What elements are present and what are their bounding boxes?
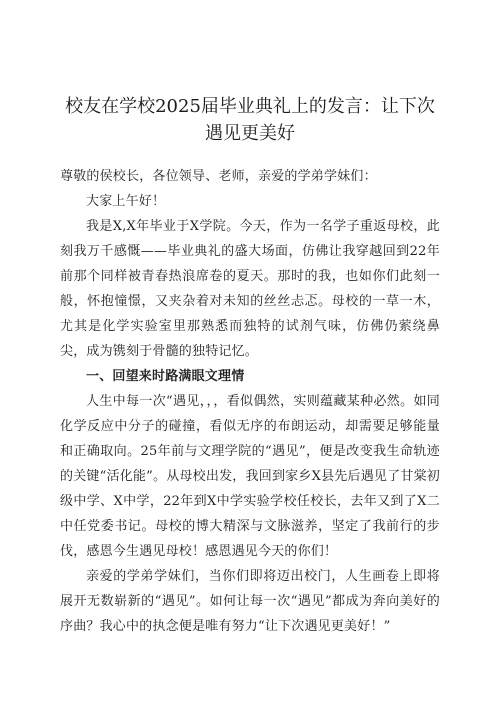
document-body	[60, 164, 440, 639]
paragraph-section-2: 亲爱的学弟学妹们，当你们即将迈出校门，人生画卷上即将展开无数崭新的“遇见”。如何让每一次“遇见”都成为奔向美好的序曲？我心中的执念便是唯有努力“让下次遇见更美好！”	[60, 569, 440, 634]
salutation: 尊敬的侯校长，各位领导、老师，亲爱的学弟学妹们：	[60, 169, 377, 184]
page-title: 校友在学校2025届毕业典礼上的发言：让下次遇见更美好	[65, 96, 435, 144]
paragraph-section-1: 人生中每一次“遇见，，，看似偶然，实则蕴藏某种必然。如同化学反应中分子的碰撞，看似无序的布朗运动，却需要足够能量和正确取向。25年前与文理学院的“遇见”，便是改变我生命轨迹的关键“活化能”。从母校出发，我回到家乡X县先后遇见了甘棠初级中学、X中学，22年到X中学实验学校任校长，去年又到了X二中任党委书记。母校的博大精深与文脉滋养，坚定了我前行的步伐，感恩今生遇见母校！感恩遇见今天的你们！	[60, 394, 440, 559]
section-heading: 一、回望来时路满眼文理情	[86, 369, 245, 384]
paragraph-intro: 我是X,X年毕业于X学院。今天，作为一名学子重返母校，此刻我万千感慨——毕业典礼的盛大场面，仿佛让我穿越回到22年前那个同样被青春热浪席卷的夏天。那时的我，也如你们此刻一般，怀抱憧憬，又夹杂着对未知的丝丝忐忑。母校的一草一木，尤其是化学实验室里那熟悉而独特的试剂气味，仿佛仍萦绕鼻尖，成为镌刻于骨髓的独特记忆。	[60, 219, 440, 359]
paragraph-greeting: 大家上午好！	[86, 194, 166, 209]
